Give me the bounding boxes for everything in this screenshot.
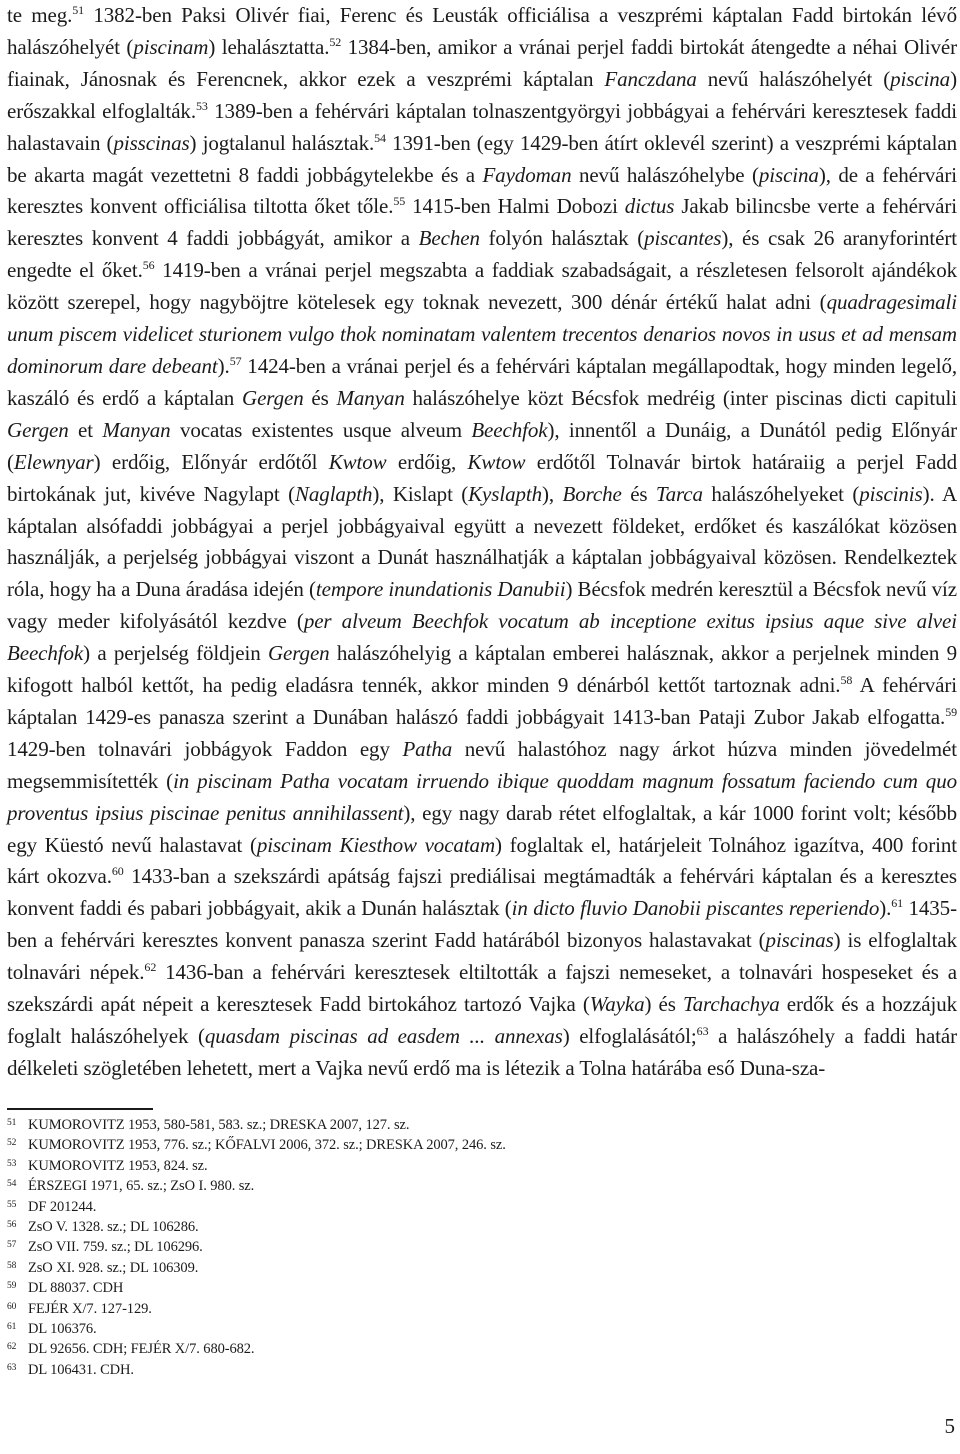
italic-text: Kwtow bbox=[328, 449, 387, 474]
footnote-ref: 57 bbox=[229, 353, 242, 368]
footnote: 53 KUMOROVITZ 1953, 824. sz. bbox=[7, 1157, 208, 1174]
footnote: 58 ZsO XI. 928. sz.; DL 106309. bbox=[7, 1259, 199, 1276]
body-text-segment: halászóhelyeket ( bbox=[702, 481, 860, 506]
footnote-ref: 62 bbox=[144, 960, 157, 975]
body-text-segment: 1435-ben a fehérvári keresztes konvent panasza szerint Fadd határából bizonyos halastavakat ( bbox=[7, 896, 957, 953]
italic-text: Kyslapth bbox=[468, 481, 543, 506]
body-paragraph bbox=[7, 0, 957, 1085]
body-text-segment: és bbox=[303, 385, 337, 410]
footnote-text: ZsO XI. 928. sz.; DL 106309. bbox=[28, 1259, 199, 1276]
italic-text: Kwtow bbox=[467, 449, 526, 474]
body-text-segment: 1415-ben Halmi Dobozi bbox=[405, 194, 625, 219]
italic-text: piscina bbox=[890, 66, 951, 91]
body-text-segment: ) Bécsfok medrén keresztül a Bécsfok nevű víz vagy meder kifolyásától kezdve ( bbox=[7, 577, 957, 634]
footnote: 61 DL 106376. bbox=[7, 1321, 97, 1338]
italic-text: pisscinas bbox=[113, 130, 190, 155]
footnote: 52 KUMOROVITZ 1953, 776. sz.; KŐFALVI 2006, 372. sz.; DRESKA 2007, 246. sz. bbox=[7, 1137, 506, 1154]
footnote-text: KUMOROVITZ 1953, 824. sz. bbox=[28, 1157, 208, 1174]
footnote: 56 ZsO V. 1328. sz.; DL 106286. bbox=[7, 1219, 199, 1236]
footnote-ref: 51 bbox=[72, 3, 85, 17]
body-text-segment: ) erőszakkal elfoglalták. bbox=[7, 66, 957, 123]
body-text-segment: ) is elfoglaltak tolnavári népek. bbox=[7, 928, 957, 985]
italic-text: Manyan bbox=[102, 417, 171, 442]
body-text-segment: 1382-ben Paksi Olivér fiai, Ferenc és Leusták officiálisa a veszprémi káptalan Fadd birtokán lévő halászóhelyét ( bbox=[7, 3, 957, 59]
body-text-segment: 1419-ben a vránai perjel megszabta a faddiak szabadságait, a részletesen felsorolt ajándékok között szerepel, hogy nagyböjtre kötelesek egy toknak nevezett, 300 dénár értékű halat adni ( bbox=[7, 258, 957, 315]
footnote-text: DL 88037. CDH bbox=[28, 1280, 124, 1297]
footnote-ref: 61 bbox=[891, 896, 904, 911]
body-text-segment: ), bbox=[542, 481, 563, 506]
italic-text: Elewnyar bbox=[13, 449, 94, 474]
body-text-segment: Jakab bilincsbe verte a fehérvári keresztes konvent 4 faddi jobbágyát, amikor a bbox=[7, 194, 958, 251]
footnote-text: KUMOROVITZ 1953, 776. sz.; KŐFALVI 2006, 372. sz.; DRESKA 2007, 246. sz. bbox=[28, 1137, 506, 1154]
body-text-segment: erdőig, bbox=[386, 449, 468, 474]
body-text-segment: nevű halászóhelybe ( bbox=[571, 162, 759, 187]
italic-text: quadragesimali unum piscem videlicet sturionem vulgo thok nominatam valentem trecentos denarios novos in usus et ad mensam dominorum dare debeant bbox=[7, 290, 957, 378]
italic-text: per alveum Beechfok vocatum ab inceptione exitus ipsius aque sive alvei Beechfok bbox=[7, 609, 957, 666]
body-text-segment: ). bbox=[217, 353, 230, 378]
footnote-ref: 59 bbox=[945, 704, 957, 719]
italic-text: piscinis bbox=[859, 481, 923, 506]
footnote-ref: 52 bbox=[329, 34, 342, 49]
footnote: 55 DF 201244. bbox=[7, 1198, 97, 1215]
italic-text: piscinas bbox=[765, 928, 834, 953]
body-text-segment: ) és bbox=[644, 992, 683, 1017]
body-text-segment: ) foglaltak el, határjeleit Tolnához igazítva, 400 forint kárt okozva. bbox=[7, 832, 957, 889]
italic-text: Beechfok bbox=[471, 417, 548, 442]
italic-text: Manyan bbox=[336, 385, 405, 410]
body-text-segment: erdők és a hozzájuk foglalt halászóhelyek ( bbox=[7, 992, 957, 1048]
italic-text: quasdam piscinas ad easdem ... annexas bbox=[204, 1024, 563, 1048]
body-text-segment: 1436-ban a fehérvári keresztesek eltiltották a fajszi nemeseket, a tolnavári hospeseket és a szekszárdi apát népeit a keresztesek Fadd birtokához tartozó Vajka ( bbox=[7, 960, 957, 1017]
italic-text: Patha bbox=[402, 736, 453, 761]
body-text-segment: 1389-ben a fehérvári káptalan tolnaszentgyörgyi jobbágyai a fehérvári keresztesek faddi halastavain ( bbox=[7, 98, 957, 155]
body-text-segment: nevű halászóhelyét ( bbox=[696, 66, 891, 91]
footnote: 63 DL 106431. CDH. bbox=[7, 1361, 134, 1378]
body-text-segment: ), innentől a Dunáig, a Dunától pedig Előnyár ( bbox=[7, 417, 957, 474]
body-text-segment: 1391-ben (egy 1429-ben átírt oklevél szerint) a veszprémi káptalan be akarta magát vezettetni 8 faddi jobbágytelekbe és a bbox=[7, 130, 957, 187]
footnote-text: ZsO V. 1328. sz.; DL 106286. bbox=[28, 1219, 199, 1236]
footnote-text: ZsO VII. 759. sz.; DL 106296. bbox=[28, 1239, 203, 1256]
italic-text: tempore inundationis Danubii bbox=[315, 577, 566, 602]
body-text-segment: te meg. bbox=[7, 3, 73, 27]
body-text-segment: ), de a fehérvári keresztes konvent officiálisa tiltotta őket tőle. bbox=[7, 162, 958, 219]
italic-text: in piscinam Patha vocatam irruendo ibique quoddam magnum fossatum faciendo cum quo proventus ipsius piscinae penitus annihilassent bbox=[7, 768, 957, 825]
italic-text: Wayka bbox=[589, 992, 645, 1017]
body-text-segment: ). bbox=[879, 896, 892, 921]
italic-text: piscantes bbox=[644, 226, 722, 251]
body-text-segment: folyón halásztak ( bbox=[479, 226, 645, 251]
footnote-ref: 55 bbox=[393, 194, 406, 209]
footnote-ref: 53 bbox=[195, 98, 208, 113]
body-text-segment: ) jogtalanul halásztak. bbox=[189, 130, 375, 155]
body-text-segment: 1433-ban a szekszárdi apátság fajszi prediálisai megtámadták a fehérvári káptalan és a keresztes konvent faddi és pabari jobbágyait, akik a Dunán halásztak ( bbox=[7, 864, 958, 921]
body-text-segment: és bbox=[621, 481, 656, 506]
body-text-segment: 1429-ben tolnavári jobbágyok Faddon egy bbox=[7, 736, 403, 761]
italic-text: dictus bbox=[624, 194, 675, 219]
italic-text: Gergen bbox=[267, 641, 330, 666]
italic-text: Borche bbox=[562, 481, 622, 506]
footnote-text: KUMOROVITZ 1953, 580-581, 583. sz.; DRESKA 2007, 127. sz. bbox=[28, 1117, 410, 1133]
italic-text: Tarchachya bbox=[682, 992, 780, 1017]
body-text-segment: ), és csak 26 aranyforintért engedte el őket. bbox=[7, 226, 957, 283]
italic-text: Faydoman bbox=[482, 162, 572, 187]
italic-text: Tarca bbox=[655, 481, 703, 506]
page-number: 5 bbox=[944, 1414, 955, 1438]
body-text-segment: ) lehalásztatta. bbox=[208, 34, 330, 59]
footnote-text: FEJÉR X/7. 127-129. bbox=[28, 1300, 152, 1317]
body-text-segment: et bbox=[68, 417, 103, 442]
footnote: 60 FEJÉR X/7. 127-129. bbox=[7, 1300, 152, 1317]
italic-text: Gergen bbox=[7, 417, 69, 442]
footnote: 59 DL 88037. CDH bbox=[7, 1280, 124, 1297]
body-text-segment: erdőtől Tolnavár birtok határaiig a perjel Fadd birtokának jut, kivéve Nagylapt ( bbox=[7, 449, 957, 506]
italic-text: in dicto fluvio Danobii piscantes reperiendo bbox=[511, 896, 880, 921]
footnote-ref: 63 bbox=[696, 1024, 709, 1038]
body-text-segment: ), egy nagy darab rétet elfoglaltak, a kár 1000 forint volt; később egy Küestó nevű halastavat ( bbox=[7, 800, 957, 857]
footnote-text: DL 106376. bbox=[28, 1321, 97, 1338]
body-text-segment: 1424-ben a vránai perjel és a fehérvári káptalan megállapodtak, hogy minden legelő, kaszáló és erdő a káptalan bbox=[7, 353, 957, 410]
body-text-segment: vocatas existentes usque alveum bbox=[170, 417, 472, 442]
body-text-segment: ), Kislapt ( bbox=[372, 481, 469, 506]
italic-text: piscinam Kiesthow vocatam bbox=[256, 832, 496, 857]
body-text-segment: ). A káptalan alsófaddi jobbágyai a perjel jobbágyaival együtt a nevezett földeket, erdőket és kaszálókat közösen használják, a perjelség jobbágyai viszont a Dunát használhatják a káptalan jobbágyaival közösen. Rendelkeztek róla, hogy ha a Duna áradása idején ( bbox=[7, 481, 958, 602]
body-text-segment: halászóhelyig a káptalan emberei halásznak, akkor a perjelnek minden 9 kifogott halból kettőt, ha pedig eladásra tennék, akkor minden 9 dénárból kettőt tartoznak adni. bbox=[7, 641, 957, 698]
body-text-segment: nevű halastóhoz nagy árkot húzva minden jövedelmét megsemmisítették ( bbox=[7, 736, 957, 793]
footnote-ref: 54 bbox=[374, 130, 386, 145]
footnote: 51 KUMOROVITZ 1953, 580-581, 583. sz.; DRESKA 2007, 127. sz. bbox=[7, 1117, 410, 1133]
body-text-segment: A fehérvári káptalan 1429-es panasza szerint a Dunában halászó faddi jobbágyait 1413-ban Pataji Zubor Jakab elfogatta. bbox=[7, 673, 957, 729]
footnote-text: DL 106431. CDH. bbox=[28, 1361, 134, 1378]
body-text-segment: 1384-ben, amikor a vránai perjel faddi birtokát átengedte a néhai Olivér fiainak, Jánosnak és Ferencnek, akkor ezek a veszprémi káptalan bbox=[7, 34, 957, 91]
footnote-text: DF 201244. bbox=[28, 1198, 97, 1215]
italic-text: Fanczdana bbox=[604, 66, 697, 91]
footnote-text: ÉRSZEGI 1971, 65. sz.; ZsO I. 980. sz. bbox=[28, 1178, 255, 1195]
body-text-segment: ) erdőig, Előnyár erdőtől bbox=[93, 449, 329, 474]
body-text-segment: a halászóhely a faddi határ délkeleti szögletében lehetett, mert a Vajka nevű erdő ma is létezik a Tolna határába eső Duna-sza- bbox=[7, 1024, 958, 1080]
italic-text: piscinam bbox=[133, 34, 209, 59]
italic-text: Gergen bbox=[242, 385, 304, 410]
italic-text: Naglapth bbox=[294, 481, 373, 506]
body-text-segment: halászóhelye közt Bécsfok medréig (inter piscinas dicti capituli bbox=[404, 385, 958, 410]
footnote: 57 ZsO VII. 759. sz.; DL 106296. bbox=[7, 1239, 203, 1256]
footnote-ref: 58 bbox=[840, 673, 853, 688]
footnote-separator bbox=[7, 1108, 153, 1110]
footnote: 62 DL 92656. CDH; FEJÉR X/7. 680-682. bbox=[7, 1341, 255, 1358]
italic-text: Bechen bbox=[418, 226, 480, 251]
footnote-text: DL 92656. CDH; FEJÉR X/7. 680-682. bbox=[28, 1341, 255, 1358]
footnotes-list bbox=[7, 1115, 947, 1380]
body-text-segment: ) elfoglalásától; bbox=[562, 1024, 697, 1048]
italic-text: piscina bbox=[758, 162, 819, 187]
footnote: 54 ÉRSZEGI 1971, 65. sz.; ZsO I. 980. sz. bbox=[7, 1178, 255, 1195]
footnote-ref: 56 bbox=[142, 258, 155, 273]
body-text-segment: ) a perjelség földjein bbox=[83, 641, 268, 666]
footnote-ref: 60 bbox=[111, 864, 124, 879]
